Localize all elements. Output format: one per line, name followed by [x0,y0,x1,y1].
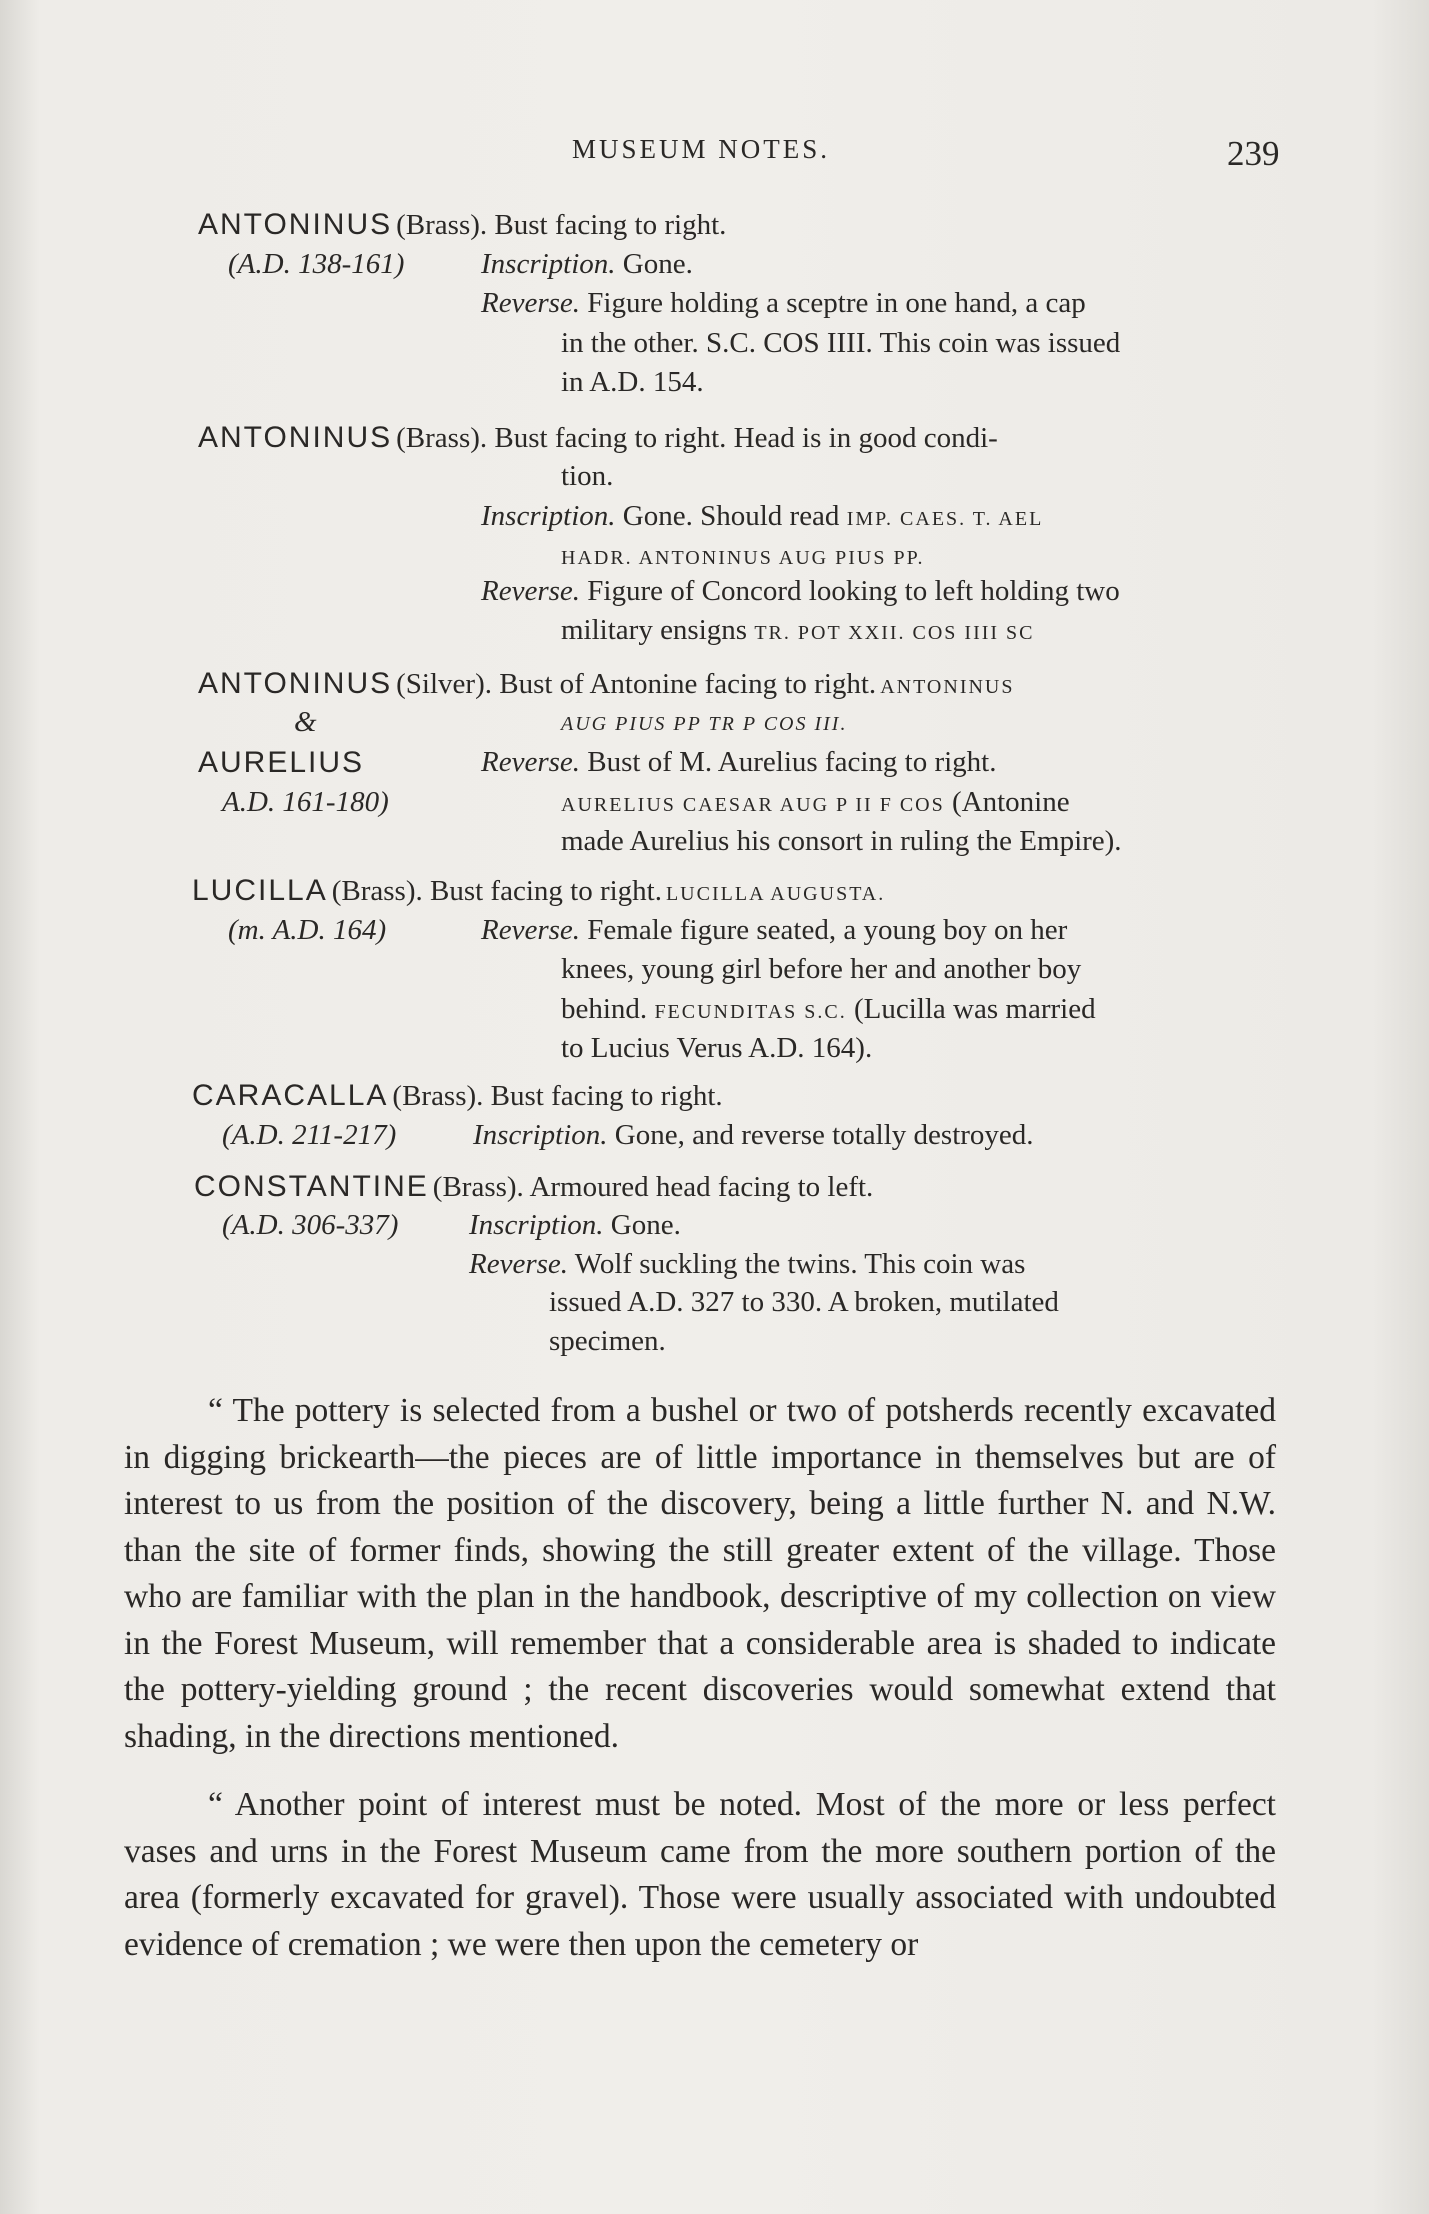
reverse-label: Reverse. [469,1248,569,1280]
entry-description-line: tion. [561,460,614,492]
reverse-legend: FECUNDITAS S.C. [654,1001,847,1023]
ampersand: & [294,706,317,738]
body-text [124,1388,1276,1968]
inscription-label: Inscription. [469,1209,604,1241]
reverse-text-line: (Antonine [952,786,1070,818]
entry-date: (m. A.D. 164) [228,914,387,946]
reverse-label: Reverse. [481,914,581,946]
reverse-label: Reverse. [481,746,581,778]
obverse-legend: LUCILLA AUGUSTA. [665,883,886,905]
obverse-legend: ANTONINUS [880,676,1015,698]
entry-description: (Brass). Bust facing to right. [392,1080,723,1112]
reverse-text-line: (Lucilla was married [854,993,1096,1025]
reverse-text: Female figure seated, a young boy on her [587,914,1068,946]
emperor-name: CONSTANTINE [194,1170,429,1203]
entry-date: (A.D. 306-337) [222,1209,399,1241]
entry-description: (Brass). Bust facing to right. Head is in good condi- [396,422,998,454]
inscription-legend: IMP. CAES. T. AEL [846,508,1044,530]
reverse-text-line: behind. [561,993,648,1025]
reverse-text-line: knees, young girl before her and another boy [561,953,1082,985]
entry-date: (A.D. 211-217) [222,1119,397,1151]
inscription-text: Gone. [610,1209,681,1241]
reverse-text-line: to Lucius Verus A.D. 164). [561,1032,873,1064]
emperor-name-2: AURELIUS [198,746,365,779]
emperor-name: ANTONINUS [198,667,393,700]
paragraph: “ The pottery is selected from a bushel or two of potsherds recently excavated in digging brickearth—the pieces are of little importance in themselves but are of interest to us from the position of the discovery, being a little further N. and N.W. than the site of former finds, showing the still greater extent of the village. Those who are familiar with the plan in the handbook, descriptive of my collection on view in the Forest Museum, will remember that a considerable area is shaded to indicate the pottery-yielding ground ; the recent discoveries would somewhat extend that shading, in the directions mentioned. [124,1392,1276,1755]
inscription-text: Gone. [622,248,693,280]
reverse-text-line: issued A.D. 327 to 330. A broken, mutilated [549,1286,1059,1318]
reverse-text-line: made Aurelius his consort in ruling the Empire). [561,825,1122,857]
entry-description: (Silver). Bust of Antonine facing to right. [396,668,877,700]
reverse-label: Reverse. [481,575,581,607]
running-title: MUSEUM NOTES. [572,134,831,164]
entry-date: (A.D. 138-161) [228,248,405,280]
entry-description: (Brass). Bust facing to right. [396,209,727,241]
inscription-label: Inscription. [481,500,616,532]
reverse-text: Wolf suckling the twins. This coin was [574,1248,1026,1280]
entry-date: A.D. 161-180) [222,786,389,818]
emperor-name: CARACALLA [192,1079,389,1112]
emperor-name: ANTONINUS [198,421,393,454]
inscription-legend-line: HADR. ANTONINUS AUG PIUS PP. [561,547,925,569]
emperor-name: ANTONINUS [198,208,393,241]
reverse-text-line: military ensigns [561,614,748,646]
reverse-legend: TR. POT XXII. COS IIII SC [754,622,1035,644]
inscription-label: Inscription. [473,1119,608,1151]
reverse-text: Bust of M. Aurelius facing to right. [587,746,997,778]
reverse-label: Reverse. [481,287,581,319]
inscription-text: Gone. Should read [622,500,840,532]
paragraph: “ Another point of interest must be noted. Most of the more or less perfect vases and urns in the Forest Museum came from the more southern portion of the area (formerly excavated for gravel). Those were usually associated with undoubted evidence of cremation ; we were then upon the cemetery or [124,1786,1276,1963]
inscription-text: Gone, and reverse totally destroyed. [614,1119,1034,1151]
reverse-text: Figure of Concord looking to left holding two [587,575,1120,607]
reverse-text-line: in the other. S.C. COS IIII. This coin was issued [561,327,1121,359]
entry-description: (Brass). Bust facing to right. [331,875,662,907]
inscription-label: Inscription. [481,248,616,280]
empress-name: LUCILLA [192,874,328,907]
page-number: 239 [1227,134,1280,173]
obverse-legend-line: AUG PIUS PP TR P COS III. [561,713,848,735]
reverse-text-line: specimen. [549,1325,666,1357]
entry-description: (Brass). Armoured head facing to left. [432,1171,874,1203]
reverse-text: Figure holding a sceptre in one hand, a cap [587,287,1086,319]
reverse-legend: AURELIUS CAESAR AUG P II F COS [561,794,945,816]
reverse-text-line: in A.D. 154. [561,366,704,398]
